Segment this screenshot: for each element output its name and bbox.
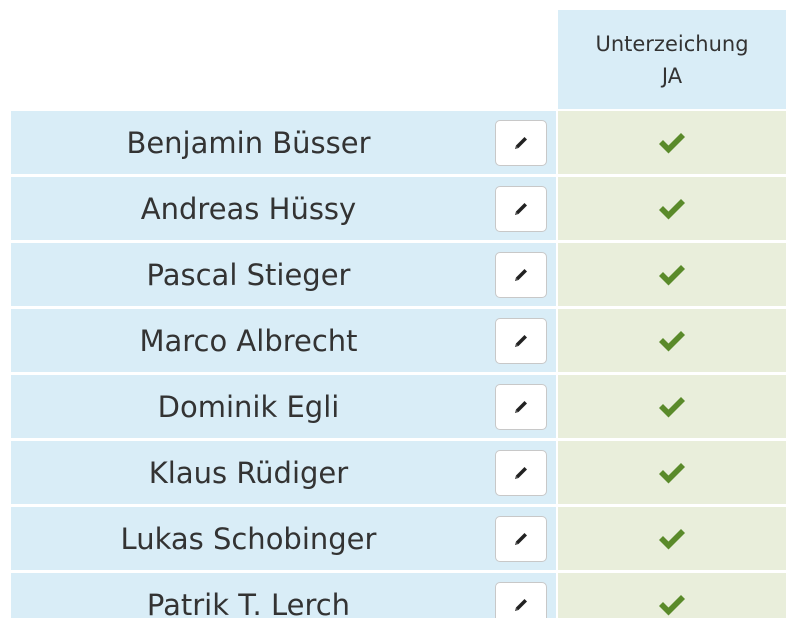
person-name: Dominik Egli xyxy=(11,375,486,438)
column-header-line1: Unterzeichung xyxy=(595,31,749,56)
edit-button[interactable] xyxy=(495,252,547,298)
edit-cell xyxy=(486,375,556,438)
pencil-icon xyxy=(512,332,530,350)
person-name: Lukas Schobinger xyxy=(11,507,486,570)
signature-status-cell xyxy=(558,441,786,504)
signature-status-cell xyxy=(558,111,786,174)
column-header-line2: JA xyxy=(661,63,683,88)
edit-cell xyxy=(486,309,556,372)
signature-status-cell xyxy=(558,243,786,306)
signature-status-cell xyxy=(558,375,786,438)
checkmark-icon xyxy=(657,130,687,156)
edit-button[interactable] xyxy=(495,384,547,430)
table-row xyxy=(11,243,786,306)
checkmark-icon xyxy=(657,526,687,552)
pencil-icon xyxy=(512,596,530,614)
person-name: Andreas Hüssy xyxy=(11,177,486,240)
pencil-icon xyxy=(512,530,530,548)
pencil-icon xyxy=(512,266,530,284)
edit-button[interactable] xyxy=(495,582,547,618)
checkmark-icon xyxy=(657,460,687,486)
table-row xyxy=(11,441,786,504)
edit-button[interactable] xyxy=(495,120,547,166)
table-row xyxy=(11,177,786,240)
signature-status-cell xyxy=(558,507,786,570)
person-name: Patrik T. Lerch xyxy=(11,573,486,618)
pencil-icon xyxy=(512,464,530,482)
table-row xyxy=(11,507,786,570)
table-body xyxy=(11,111,786,618)
checkmark-icon xyxy=(657,592,687,618)
table-row xyxy=(11,375,786,438)
table-row xyxy=(11,573,786,618)
person-name: Benjamin Büsser xyxy=(11,111,486,174)
edit-button[interactable] xyxy=(495,516,547,562)
checkmark-icon xyxy=(657,262,687,288)
person-name: Marco Albrecht xyxy=(11,309,486,372)
pencil-icon xyxy=(512,398,530,416)
edit-cell xyxy=(486,243,556,306)
pencil-icon xyxy=(512,200,530,218)
checkmark-icon xyxy=(657,394,687,420)
signature-status-cell xyxy=(558,309,786,372)
table-row xyxy=(11,309,786,372)
edit-button[interactable] xyxy=(495,186,547,232)
signature-status-cell xyxy=(558,573,786,618)
edit-cell xyxy=(486,507,556,570)
edit-cell xyxy=(486,111,556,174)
column-header-signature xyxy=(558,10,786,109)
person-name: Pascal Stieger xyxy=(11,243,486,306)
person-name: Klaus Rüdiger xyxy=(11,441,486,504)
edit-button[interactable] xyxy=(495,318,547,364)
pencil-icon xyxy=(512,134,530,152)
checkmark-icon xyxy=(657,328,687,354)
signature-status-cell xyxy=(558,177,786,240)
edit-cell xyxy=(486,573,556,618)
table-row xyxy=(11,111,786,174)
edit-button[interactable] xyxy=(495,450,547,496)
edit-cell xyxy=(486,177,556,240)
checkmark-icon xyxy=(657,196,687,222)
edit-cell xyxy=(486,441,556,504)
